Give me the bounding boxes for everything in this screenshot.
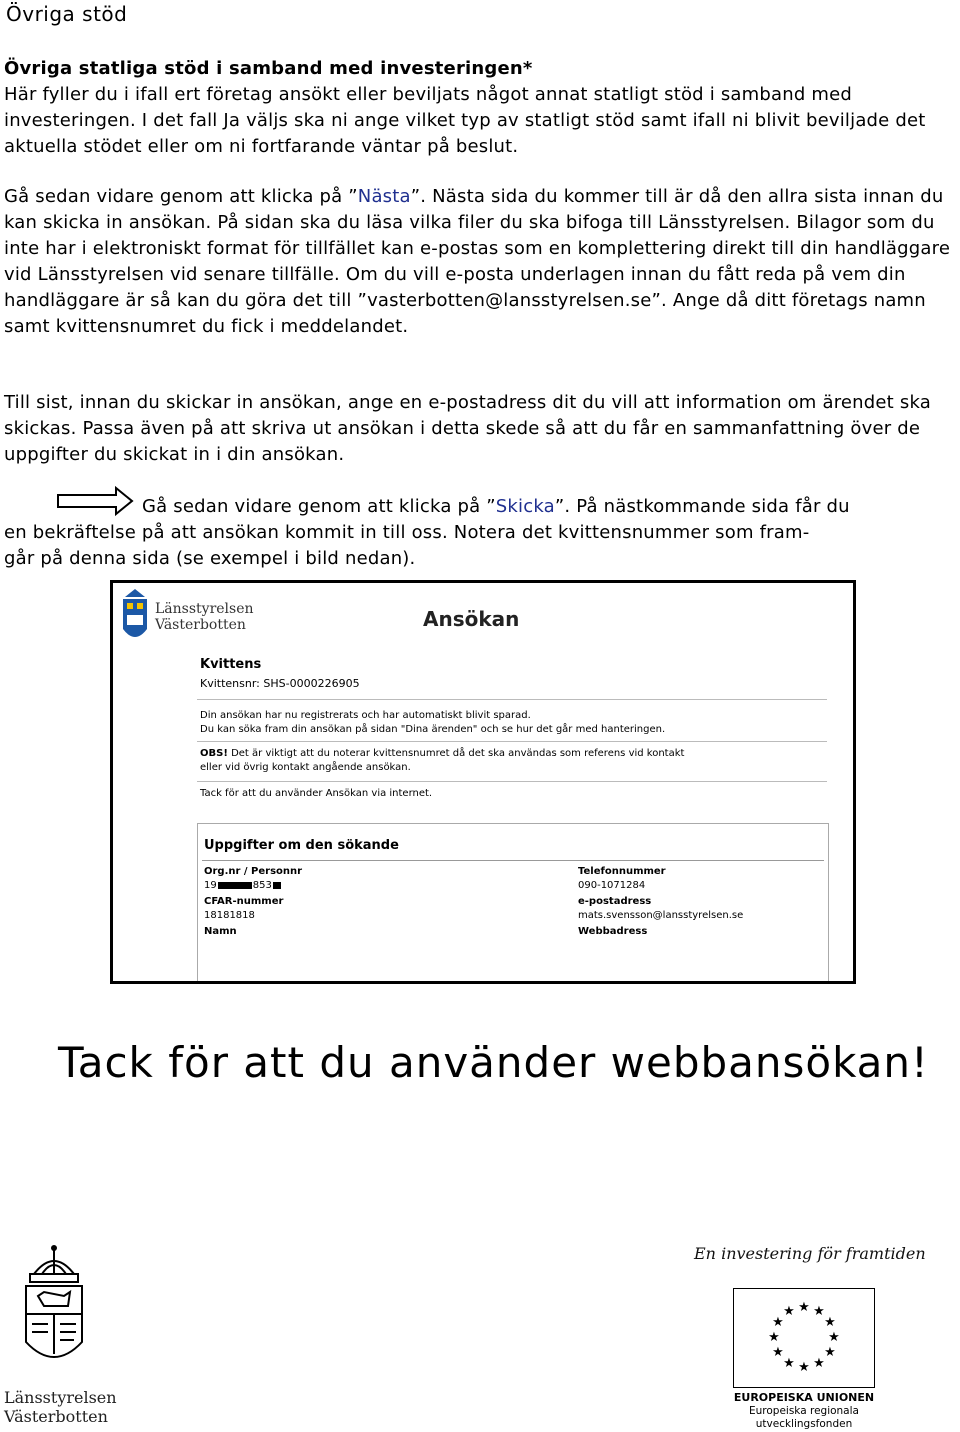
redaction [218,882,252,889]
eu-title: EUROPEISKA UNIONEN [733,1391,875,1404]
svg-text:★: ★ [798,1300,810,1315]
divider [197,699,827,700]
thanks-heading: Tack för att du använder webbansökan! [58,1038,929,1087]
next-post: ”. Nästa sida du kommer till är då den allra sista innan du kan skicka in ansökan. På sidan ska du läsa vilka filer du ska bifoga till Länsstyrelsen. Bilagor som du inte har i elektroniskt format för tillfället kan e-postas som en komplettering direkt till din handläggare vid Länsstyrelsen vid senare tillfälle. Om du vill e-posta underlagen innan du fått reda på vem din handläggare är så kan du göra det till ”vasterbotten@lansstyrelsen.se”. Ange då ditt företags namn samt kvittensnumret du fick i meddelandet. [4,186,951,337]
panel-divider [202,860,824,861]
svg-text:★: ★ [772,1315,784,1330]
divider [197,741,827,742]
paragraph-title: Övriga statliga stöd i samband med investeringen* [4,58,533,79]
svg-text:★: ★ [813,1304,825,1319]
paragraph-final: Till sist, innan du skickar in ansökan, ange en e-postadress dit du vill att information om ärendet ska skickas. Passa även på att skriva ut ansökan i detta skede så att du får en sammanfattning över de uppgifter du skickat in i din ansökan. [4,392,931,465]
svg-text:★: ★ [772,1345,784,1360]
footer-org-name: Länsstyrelsen Västerbotten [4,1388,117,1426]
cfar-label: CFAR-nummer [204,896,284,907]
svg-text:★: ★ [828,1330,840,1345]
county-crest-icon [117,587,153,647]
svg-text:★: ★ [798,1360,810,1375]
kvittens-heading: Kvittens [200,657,262,672]
paragraph-text: Här fyller du i ifall ert företag ansökt eller beviljats något annat statligt stöd i samband med investeringen. I det fall Ja väljs ska ni ange vilket typ av statligt stöd samt ifall ni blivit beviljade det aktuella stödet eller om ni fortfarande väntar på beslut. [4,84,926,157]
svg-text:★: ★ [768,1330,780,1345]
screenshot-title: Ansökan [423,607,520,631]
email-label: e-postadress [578,896,652,907]
next-pre: Gå sedan vidare genom att klicka på ” [4,186,358,207]
receipt-screenshot [110,580,856,984]
svg-text:★: ★ [824,1315,836,1330]
submit-post: ”. På nästkommande sida får du [554,496,850,517]
kvittens-number: Kvittensnr: SHS-0000226905 [200,677,360,690]
submit-link[interactable]: Skicka [495,496,555,517]
page-heading: Övriga stöd [6,2,128,26]
eu-stars-icon [733,1288,875,1388]
email-value: mats.svensson@lansstyrelsen.se [578,910,744,921]
divider [197,781,827,782]
phone-label: Telefonnummer [578,866,666,877]
svg-text:★: ★ [783,1356,795,1371]
paragraph-submit [4,494,956,572]
redaction [273,882,281,889]
submit-line3: går på denna sida (se exempel i bild nedan). [4,548,416,569]
obs-message: OBS! Det är viktigt att du noterar kvittensnumret då det ska användas som referens vid kontakt eller vid övrig kontakt angående ansökan. [200,748,685,773]
paragraph-next [4,184,956,340]
cfar-value: 18181818 [204,910,255,921]
next-link[interactable]: Nästa [357,186,411,207]
screenshot-org-name: Länsstyrelsen Västerbotten [155,601,254,633]
thanks-message: Tack för att du använder Ansökan via internet. [200,788,433,799]
svg-text:★: ★ [824,1345,836,1360]
submit-line2: en bekräftelse på att ansökan kommit in till oss. Notera det kvittensnummer som fram- [4,522,810,543]
county-coat-of-arms-icon [4,1244,104,1384]
registration-message: Din ansökan har nu registrerats och har automatiskt blivit sparad. Du kan söka fram din ansökan på sidan "Dina ärenden" och se hur det går med hanteringen. [200,710,666,735]
panel-title: Uppgifter om den sökande [204,838,399,853]
phone-value: 090-1071284 [578,880,646,891]
name-label: Namn [204,926,237,937]
submit-pre: Gå sedan vidare genom att klicka på ” [142,496,496,517]
svg-text:★: ★ [813,1356,825,1371]
slogan: En investering för framtiden [694,1244,926,1263]
paragraph-other-support [4,56,956,160]
applicant-panel [197,823,829,984]
orgnr-value: 19 853 [204,880,282,891]
eu-fund-name: Europeiska regionala utvecklingsfonden [749,1405,859,1430]
orgnr-label: Org.nr / Personnr [204,866,303,877]
website-label: Webbadress [578,926,648,937]
svg-text:★: ★ [783,1304,795,1319]
